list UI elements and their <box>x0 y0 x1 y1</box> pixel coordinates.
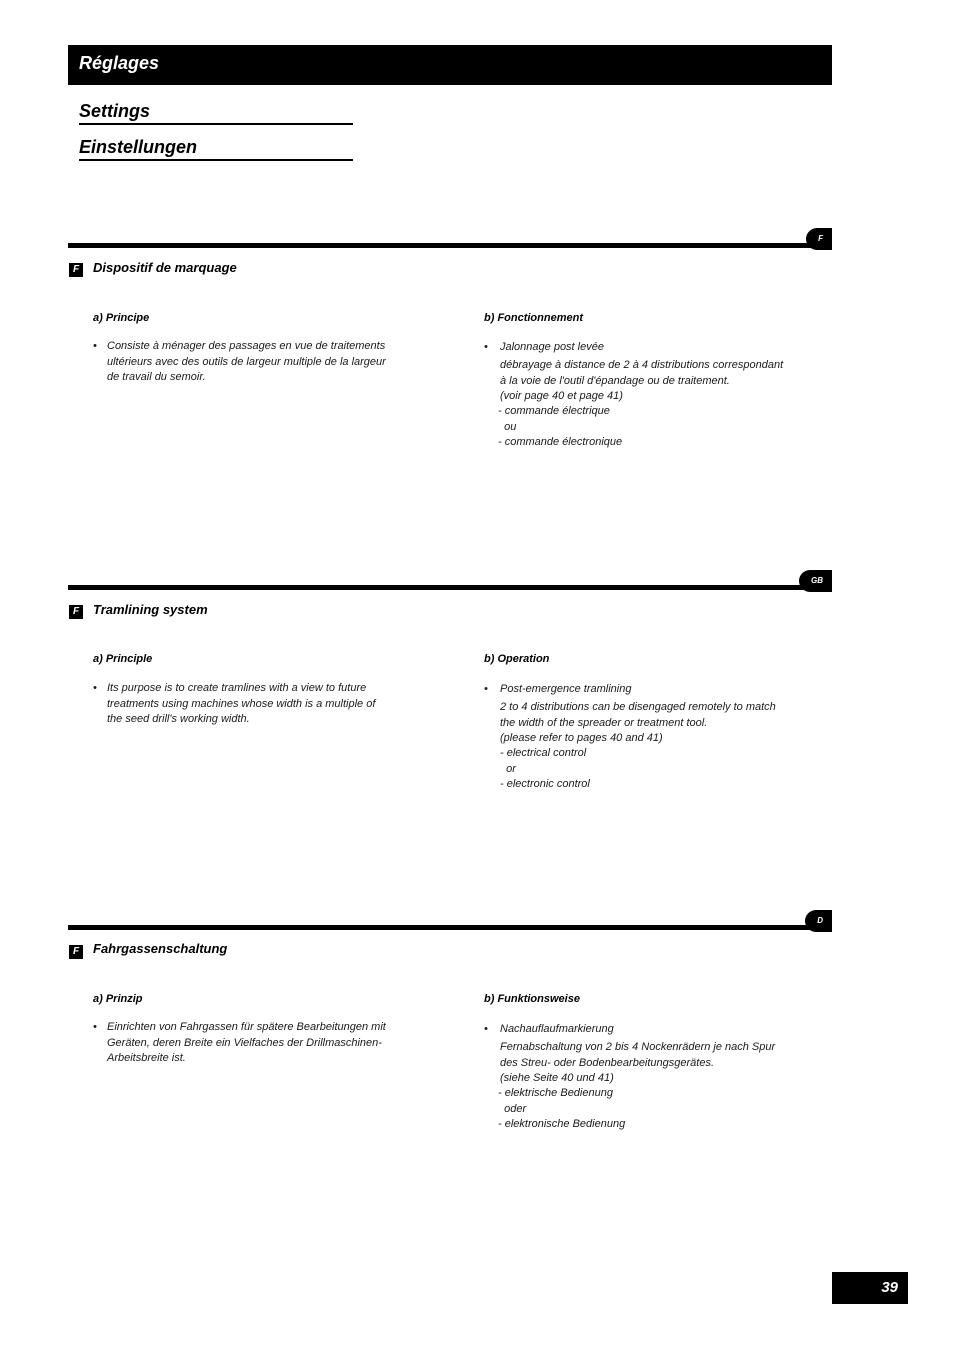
operation-text: 2 to 4 distributions can be disengaged remotely to match the width of the spreader or treatment tool. (please refer to pages 40 and 41) <box>500 701 776 744</box>
subtitle-german: Einstellungen <box>79 136 353 161</box>
section-marker: F <box>69 945 83 959</box>
section-heading: Dispositif de marquage <box>93 260 237 275</box>
section-rule <box>68 585 832 590</box>
bullet: • <box>484 683 488 695</box>
operation-text: débrayage à distance de 2 à 4 distributions correspondant à la voie de l'outil d'épandage ou de traitement. (voir page 40 et page 41) <box>500 359 784 402</box>
language-badge: GB <box>799 570 832 592</box>
operation-heading: b) Fonctionnement <box>484 312 583 324</box>
principle-text: Consiste à ménager des passages en vue de traitements ultérieurs avec des outils de largeur multiple de la largeur de travail du semoir. <box>107 340 386 383</box>
section-german <box>68 910 832 1240</box>
language-badge: F <box>806 228 832 250</box>
principle-text: Its purpose is to create tramlines with a view to future treatments using machines whose width is a multiple of the seed drill's working width. <box>107 682 376 725</box>
operation-options: - commande électrique ou - commande électronique <box>498 405 623 448</box>
page-number: 39 <box>832 1272 908 1304</box>
title-bar <box>68 45 832 85</box>
page-title: Réglages <box>79 53 160 73</box>
subtitle-english: Settings <box>79 100 353 125</box>
bullet: • <box>93 682 97 694</box>
operation-heading: b) Funktionsweise <box>484 993 580 1005</box>
bullet: • <box>484 341 488 353</box>
principle-text: Einrichten von Fahrgassen für spätere Bearbeitungen mit Geräten, deren Breite ein Vielfaches der Drillmaschinen- Arbeitsbreite ist. <box>107 1021 386 1064</box>
principle-heading: a) Principe <box>93 312 150 324</box>
principle-heading: a) Principle <box>93 653 153 665</box>
operation-first-line: Post-emergence tramlining <box>500 683 632 695</box>
section-heading: Tramlining system <box>93 602 208 617</box>
section-marker: F <box>69 605 83 619</box>
operation-options: - elektrische Bedienung oder - elektronische Bedienung <box>498 1087 626 1130</box>
language-badge: D <box>805 910 832 932</box>
bullet: • <box>93 340 97 352</box>
section-english <box>68 570 832 900</box>
section-rule <box>68 243 832 248</box>
section-heading: Fahrgassenschaltung <box>93 941 228 956</box>
bullet: • <box>484 1023 488 1035</box>
section-french <box>68 228 832 558</box>
operation-first-line: Nachauflaufmarkierung <box>500 1023 614 1035</box>
bullet: • <box>93 1021 97 1033</box>
operation-options: - electrical control or - electronic control <box>500 747 590 790</box>
section-marker: F <box>69 263 83 277</box>
operation-heading: b) Operation <box>484 653 550 665</box>
operation-text: Fernabschaltung von 2 bis 4 Nockenrädern je nach Spur des Streu- oder Bodenbearbeitungsgerätes. (siehe Seite 40 und 41) <box>500 1041 776 1084</box>
operation-first-line: Jalonnage post levée <box>500 341 604 353</box>
principle-heading: a) Prinzip <box>93 993 143 1005</box>
section-rule <box>68 925 832 930</box>
